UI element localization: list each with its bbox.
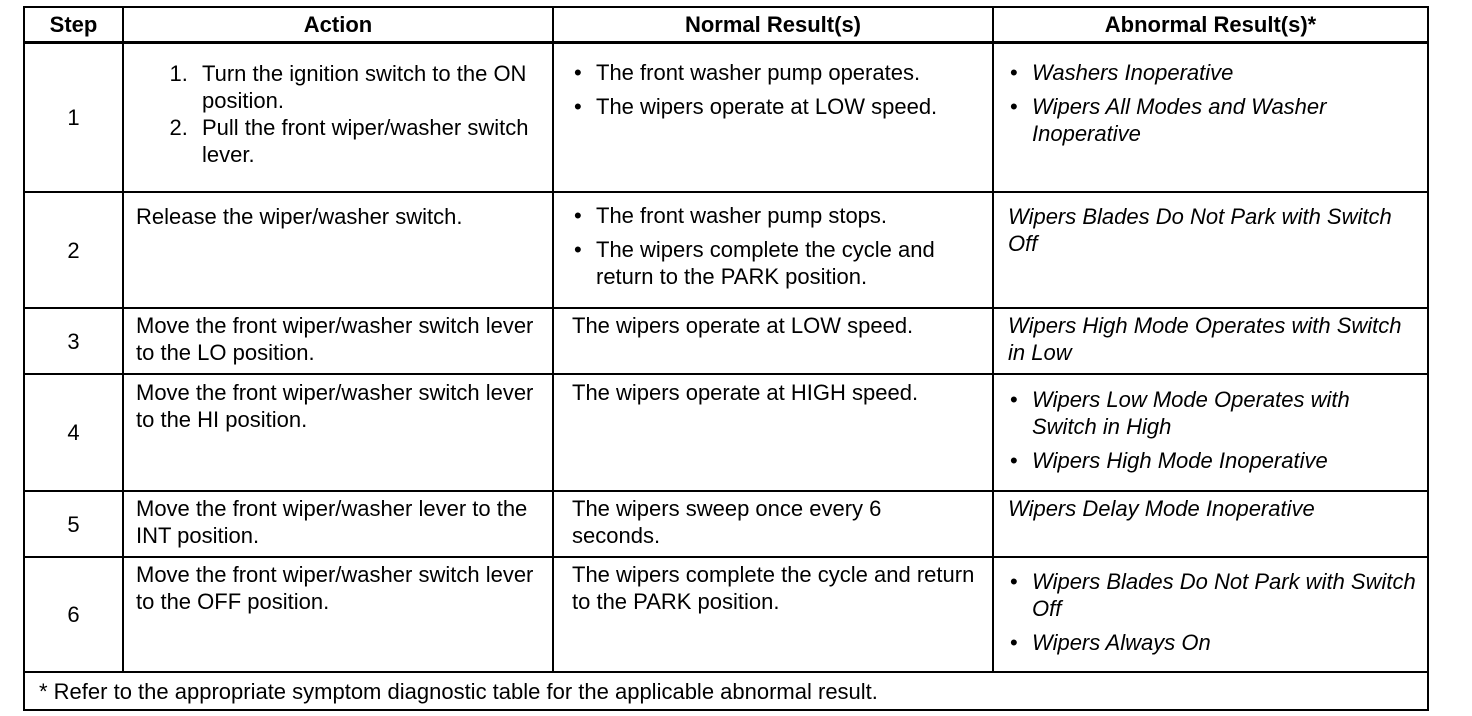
step-number: 1 xyxy=(24,43,123,193)
abnormal-result-cell xyxy=(993,43,1428,193)
header-step: Step xyxy=(24,7,123,43)
abnormal-result-cell xyxy=(993,374,1428,491)
action-item: 1. Turn the ignition switch to the ON position. xyxy=(194,60,542,114)
action-cell: Move the front wiper/washer switch lever to the HI position. xyxy=(123,374,553,491)
table-row xyxy=(24,374,1428,491)
abnormal-result-list xyxy=(1008,59,1417,147)
normal-result-item: • The wipers complete the cycle and return to the PARK position. xyxy=(596,236,982,290)
action-cell xyxy=(123,43,553,193)
abnormal-result-item: • Wipers High Mode Inoperative xyxy=(1032,447,1417,474)
action-cell: Move the front wiper/washer switch lever to the LO position. xyxy=(123,308,553,374)
normal-result-item: • The front washer pump stops. xyxy=(596,202,982,229)
normal-result-cell xyxy=(553,192,993,308)
abnormal-result-item: • Washers Inoperative xyxy=(1032,59,1417,86)
step-number: 6 xyxy=(24,557,123,672)
action-cell: Move the front wiper/washer lever to the INT position. xyxy=(123,491,553,557)
normal-result-item: • The front washer pump operates. xyxy=(596,59,982,86)
normal-result-cell: The wipers operate at HIGH speed. xyxy=(553,374,993,491)
abnormal-result-cell xyxy=(993,557,1428,672)
footnote-row xyxy=(24,672,1428,710)
normal-result-list xyxy=(572,59,982,120)
step-number: 2 xyxy=(24,192,123,308)
table-row xyxy=(24,192,1428,308)
footnote: * Refer to the appropriate symptom diagnostic table for the applicable abnormal result. xyxy=(24,672,1428,710)
table-row xyxy=(24,491,1428,557)
abnormal-result-cell: Wipers Blades Do Not Park with Switch Off xyxy=(993,192,1428,308)
abnormal-result-list xyxy=(1008,568,1417,656)
abnormal-result-item: • Wipers All Modes and Washer Inoperative xyxy=(1032,93,1417,147)
abnormal-result-list xyxy=(1008,386,1417,474)
step-number: 5 xyxy=(24,491,123,557)
step-number: 3 xyxy=(24,308,123,374)
diagnostic-table xyxy=(23,6,1429,711)
normal-result-cell xyxy=(553,43,993,193)
abnormal-result-item: • Wipers Low Mode Operates with Switch in High xyxy=(1032,386,1417,440)
table-row xyxy=(24,308,1428,374)
header-action: Action xyxy=(123,7,553,43)
action-cell: Move the front wiper/washer switch lever to the OFF position. xyxy=(123,557,553,672)
abnormal-result-item: • Wipers Blades Do Not Park with Switch Off xyxy=(1032,568,1417,622)
action-list xyxy=(136,60,542,168)
action-cell: Release the wiper/washer switch. xyxy=(123,192,553,308)
normal-result-item: • The wipers operate at LOW speed. xyxy=(596,93,982,120)
normal-result-cell: The wipers sweep once every 6 seconds. xyxy=(553,491,993,557)
abnormal-result-item: • Wipers Always On xyxy=(1032,629,1417,656)
table-row xyxy=(24,43,1428,193)
abnormal-result-cell: Wipers Delay Mode Inoperative xyxy=(993,491,1428,557)
abnormal-result-cell: Wipers High Mode Operates with Switch in Low xyxy=(993,308,1428,374)
header-normal-results: Normal Result(s) xyxy=(553,7,993,43)
header-abnormal-results: Abnormal Result(s)* xyxy=(993,7,1428,43)
action-item: 2. Pull the front wiper/washer switch lever. xyxy=(194,114,542,168)
header-row xyxy=(24,7,1428,43)
normal-result-cell: The wipers operate at LOW speed. xyxy=(553,308,993,374)
table-row xyxy=(24,557,1428,672)
step-number: 4 xyxy=(24,374,123,491)
normal-result-list xyxy=(572,202,982,290)
normal-result-cell: The wipers complete the cycle and return to the PARK position. xyxy=(553,557,993,672)
